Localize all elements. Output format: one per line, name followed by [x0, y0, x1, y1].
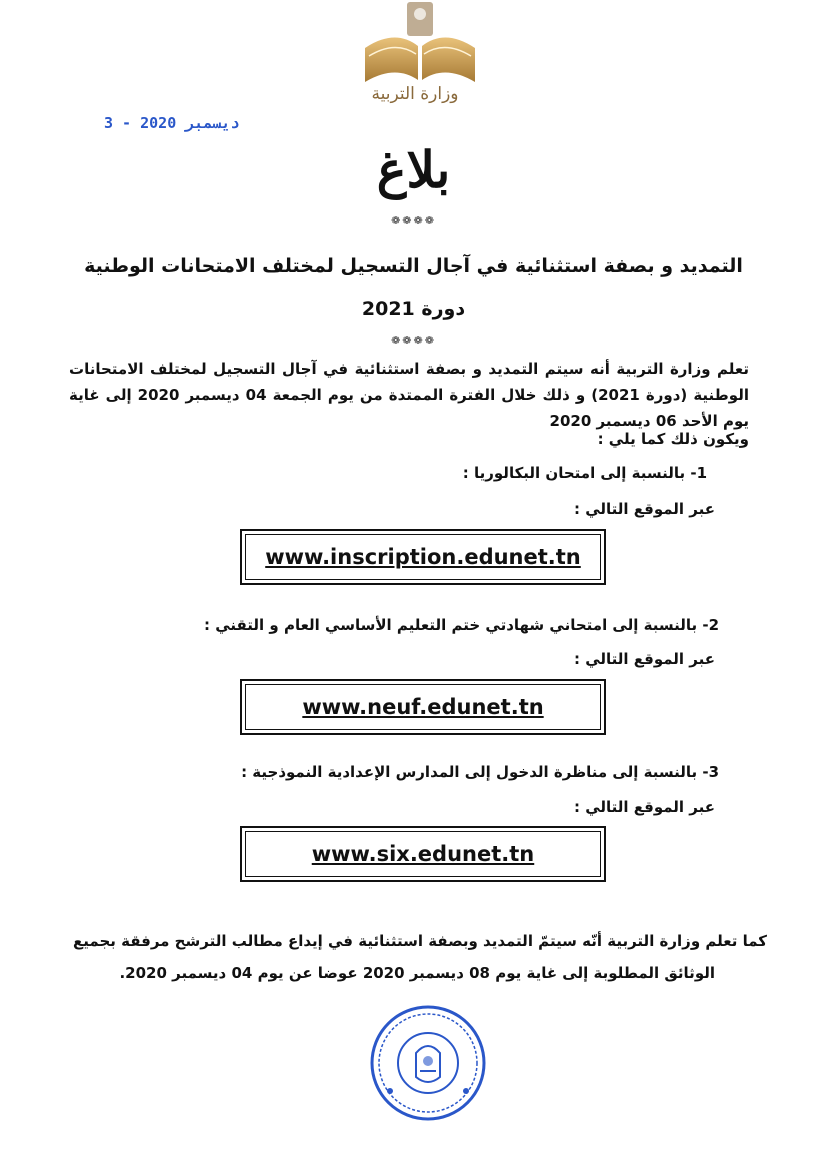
official-seal — [368, 1003, 488, 1123]
url-box-baccalaureate — [240, 529, 606, 585]
section-3-label: 3- بالنسبة إلى مناظرة الدخول إلى المدارس الإعدادية النموذجية : — [241, 763, 719, 781]
url-box-neuf — [240, 679, 606, 735]
heading-line-2: دورة 2021 — [361, 298, 466, 320]
section-2-site-label: عبر الموقع التالي : — [573, 650, 715, 668]
url-box-six — [240, 826, 606, 882]
notice-title: بلاغ — [376, 140, 451, 199]
url-link-neuf[interactable]: www.neuf.edunet.tn — [302, 695, 544, 719]
seal-stamp-icon — [368, 1003, 488, 1123]
section-3-site-label: عبر الموقع التالي : — [573, 798, 715, 816]
footer-line-1: كما تعلم وزارة التربية أنّه سيتمّ التمديد وبصفة استثنائية في إيداع مطالب الترشح مرفقة بجميع — [73, 932, 767, 950]
ornament-divider-2: ❁❁❁❁ — [391, 334, 436, 347]
section-2-label: 2- بالنسبة إلى امتحاني شهادتي ختم التعليم الأساسي العام و التقني : — [203, 616, 719, 634]
section-1-label: 1- بالنسبة إلى امتحان البكالوريا : — [462, 464, 707, 482]
heading-line-1: التمديد و بصفة استثنائية في آجال التسجيل لمختلف الامتحانات الوطنية — [84, 255, 743, 277]
footer-line-2: الوثائق المطلوبة إلى غاية يوم 08 ديسمبر 2020 عوضا عن يوم 04 ديسمبر 2020. — [119, 964, 715, 982]
date-stamp: 3 - ديسمبر 2020 — [104, 114, 240, 132]
url-link-six[interactable]: www.six.edunet.tn — [311, 842, 535, 866]
url-link-baccalaureate[interactable]: www.inscription.edunet.tn — [265, 545, 581, 569]
ministry-name: وزارة التربية — [371, 84, 459, 104]
intro-paragraph: تعلم وزارة التربية أنه سيتم التمديد و بصفة استثنائية في آجال التسجيل لمختلف الامتحانات الوطنية (دورة 2021) و ذلك خلال الفترة الممتدة من يوم الجمعة 04 ديسمبر 2020 إلى غاية يوم الأحد 06 ديسمبر 2020 — [69, 360, 749, 430]
section-1-site-label: عبر الموقع التالي : — [573, 500, 715, 518]
book-emblem-icon — [355, 0, 485, 90]
ornament-divider: ❁❁❁❁ — [391, 214, 436, 227]
intro-end: ويكون ذلك كما يلي : — [597, 430, 749, 448]
